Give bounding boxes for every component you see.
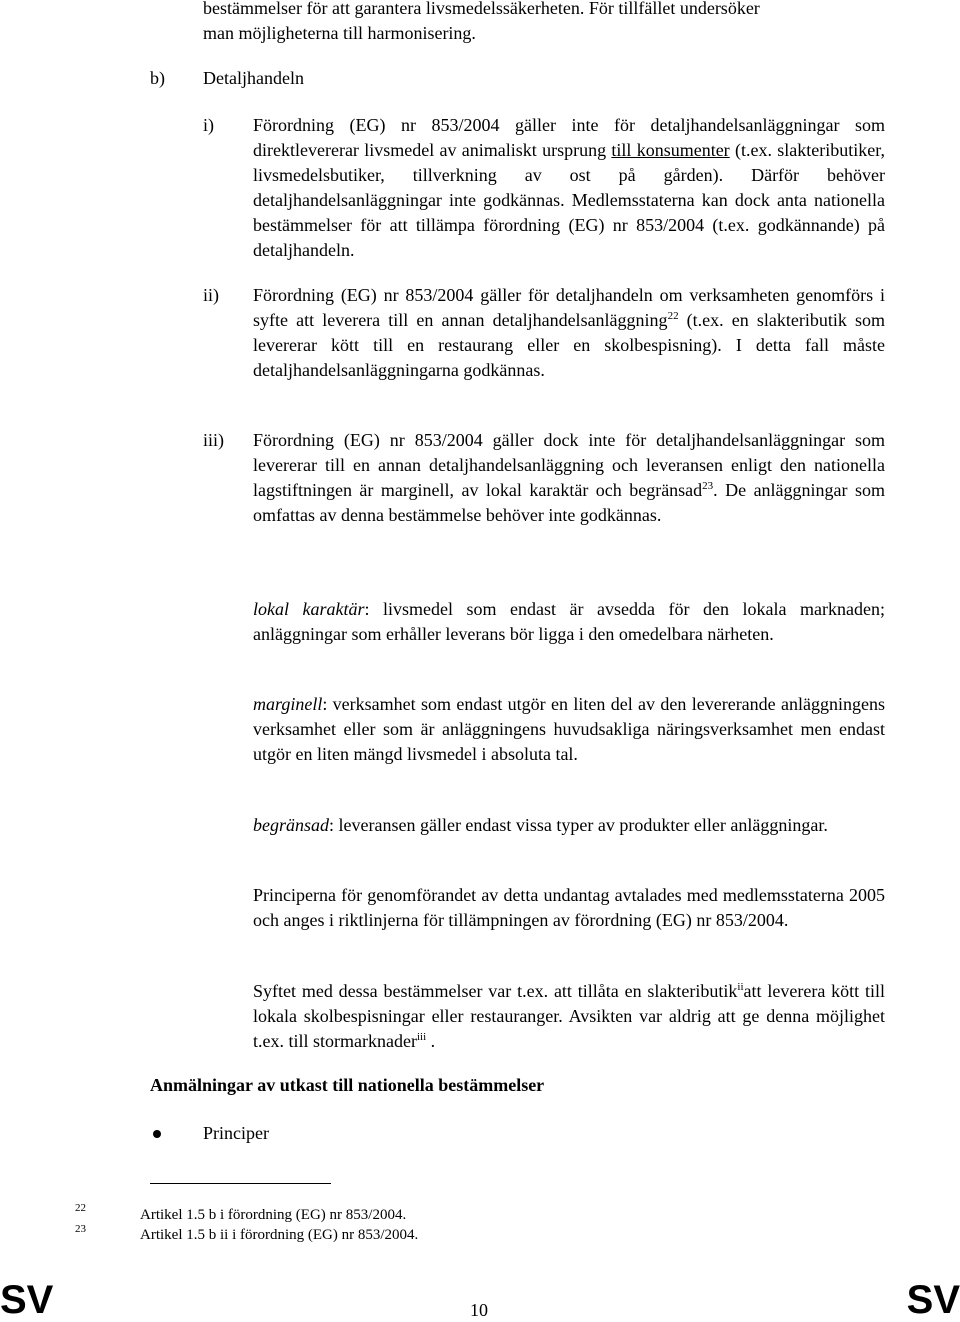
item-ii-marker: ii) bbox=[203, 285, 219, 305]
section-b-heading: Detaljhandeln bbox=[203, 68, 304, 88]
definition-text: : verksamhet som endast utgör en liten del av den levererande anläggningens verksamhet eller som är anläggningens huvudsakliga näringsverksamhet men endast utgör en liten mängd livsmedel i absoluta tal. bbox=[253, 694, 885, 764]
item-iii-marker: iii) bbox=[203, 430, 224, 450]
footnote-number: 23 bbox=[75, 1223, 86, 1235]
section-b-marker: b) bbox=[150, 68, 165, 88]
definition-text: : livsmedel som endast är avsedda för den lokala marknaden; anläggningar som erhåller leverans bör ligga i den omedelbara närheten. bbox=[253, 599, 885, 644]
definition-limited bbox=[253, 813, 885, 838]
purpose-text-3: . bbox=[426, 1031, 436, 1051]
intro-line-2: man möjligheterna till harmonisering. bbox=[203, 23, 476, 43]
item-iii-paragraph bbox=[253, 428, 885, 528]
footnote-separator bbox=[150, 1183, 331, 1184]
language-code-left: SV bbox=[0, 1278, 54, 1322]
definition-term: marginell bbox=[253, 694, 323, 714]
item-i-text-1: Förordning (EG) nr 853/2004 gäller inte för detaljhandelsanläggningar som direktlevererar livsmedel av animaliskt ursprung bbox=[253, 115, 885, 160]
definition-marginal bbox=[253, 692, 885, 767]
footnote-ref-22[interactable]: 22 bbox=[667, 310, 679, 322]
item-ii-text-2: (t.ex. en slakteributik som levererar kött till en restaurang eller en skolbespisning). I detta fall måste detaljhandelsanläggningarna godkännas. bbox=[253, 310, 885, 380]
item-i-paragraph bbox=[253, 113, 885, 263]
footnote-text: Artikel 1.5 b ii i förordning (EG) nr 853/2004. bbox=[140, 1227, 419, 1243]
footnote-text: Artikel 1.5 b i förordning (EG) nr 853/2004. bbox=[140, 1207, 407, 1223]
item-ii-paragraph bbox=[253, 283, 885, 383]
item-i-link[interactable]: till konsumenter bbox=[611, 140, 730, 160]
definition-term: lokal karaktär bbox=[253, 599, 365, 619]
item-ii-text-1: Förordning (EG) nr 853/2004 gäller för detaljhandeln om verksamheten genomförs i syfte att leverera till en annan detaljhandelsanläggning bbox=[253, 285, 885, 330]
purpose-paragraph bbox=[253, 979, 885, 1054]
page-number: 10 bbox=[470, 1300, 488, 1320]
item-i-text-2: (t.ex. slakteributiker, livsmedelsbutiker, tillverkning av ost på gården). Därför behöver detaljhandelsanläggningar inte godkännas. Medlemsstaterna kan dock anta nationella bestämmelser för att tillämpa förordning (EG) nr 853/2004 (t.ex. godkännande) på detaljhandeln. bbox=[253, 140, 886, 260]
language-code-right: SV bbox=[906, 1278, 960, 1322]
definition-local bbox=[253, 597, 885, 647]
item-iii-text-2: . De anläggningar som omfattas av denna bestämmelse behöver inte godkännas. bbox=[253, 480, 885, 525]
definition-term: begränsad bbox=[253, 815, 329, 835]
item-i-marker: i) bbox=[203, 115, 214, 135]
purpose-text-1: Syftet med dessa bestämmelser var t.ex. att tillåta en slakteributik bbox=[253, 981, 738, 1001]
footnote-ref-23[interactable]: 23 bbox=[702, 480, 714, 492]
footnote-number: 22 bbox=[75, 1202, 86, 1214]
endnote-ref-iii[interactable]: iii bbox=[416, 1031, 427, 1043]
bullet-icon bbox=[153, 1130, 161, 1138]
notifications-heading: Anmälningar av utkast till nationella bestämmelser bbox=[150, 1075, 545, 1095]
bullet-item-principles: Principer bbox=[203, 1123, 269, 1143]
intro-text bbox=[203, 0, 887, 46]
intro-line-1: bestämmelser för att garantera livsmedelssäkerheten. För tillfället undersöker bbox=[203, 0, 760, 18]
endnote-ref-ii[interactable]: ii bbox=[737, 981, 744, 993]
principles-paragraph: Principerna för genomförandet av detta undantag avtalades med medlemsstaterna 2005 och anges i riktlinjerna för tillämpningen av förordning (EG) nr 853/2004. bbox=[253, 885, 885, 930]
definition-text: : leveransen gäller endast vissa typer av produkter eller anläggningar. bbox=[329, 815, 828, 835]
item-iii-text-1: Förordning (EG) nr 853/2004 gäller dock inte för detaljhandelsanläggningar som levererar till en annan detaljhandelsanläggning och leveransen enligt den nationella lagstiftningen är marginell, av lokal karaktär och begränsad bbox=[253, 430, 885, 500]
purpose-text-2: att leverera kött till lokala skolbespisningar eller restauranger. Avsikten var aldrig att ge denna möjlighet t.ex. till stormarknader bbox=[253, 981, 885, 1051]
